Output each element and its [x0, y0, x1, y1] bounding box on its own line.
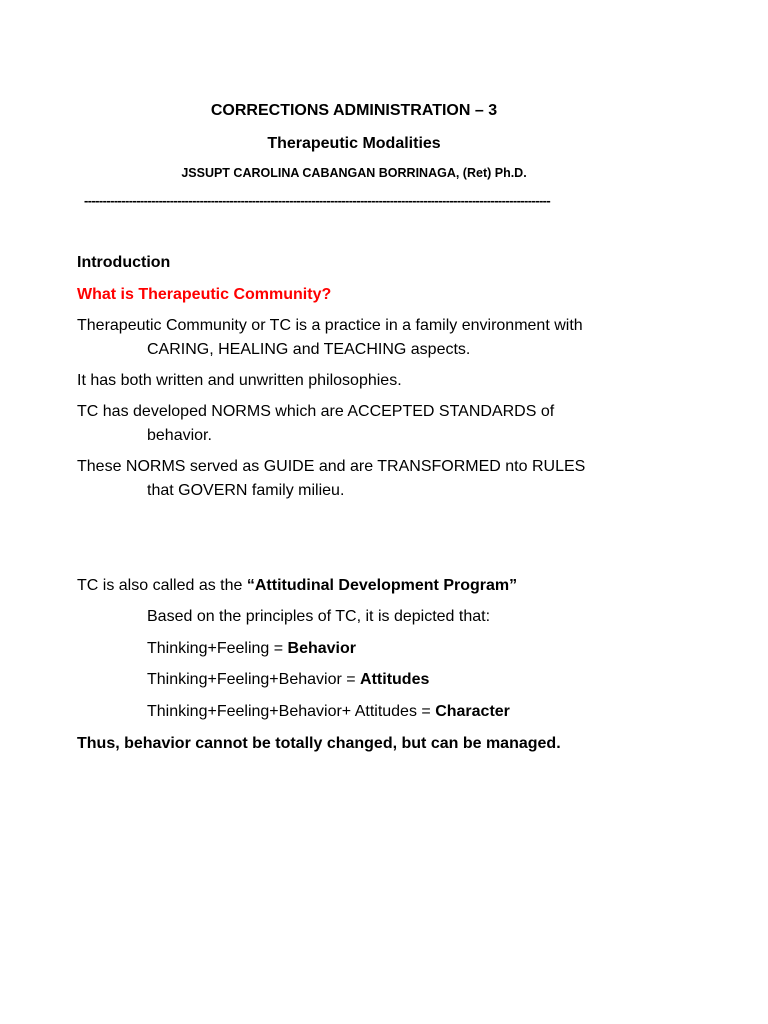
- program-name: “Attitudinal Development Program”: [246, 577, 518, 594]
- equation-attitudes: [147, 668, 429, 692]
- document-title: CORRECTIONS ADMINISTRATION – 3: [210, 102, 498, 119]
- equation-character: [147, 700, 510, 724]
- paragraph-2: It has both written and unwritten philosophies.: [77, 372, 402, 389]
- paragraph-4-line-1: These NORMS served as GUIDE and are TRANSFORMED nto RULES: [77, 458, 586, 475]
- question-heading: What is Therapeutic Community?: [77, 286, 332, 303]
- equation-character-left: Thinking+Feeling+Behavior+ Attitudes =: [147, 703, 436, 720]
- equation-behavior-result: Behavior: [287, 640, 356, 657]
- conclusion: Thus, behavior cannot be totally changed, but can be managed.: [77, 735, 561, 752]
- document-author: JSSUPT CAROLINA CABANGAN BORRINAGA, (Ret) Ph.D.: [181, 166, 527, 180]
- paragraph-3-line-1: TC has developed NORMS which are ACCEPTED STANDARDS of: [77, 403, 555, 420]
- paragraph-3-line-2: behavior.: [147, 427, 212, 444]
- paragraph-5-prefix: TC is also called as the: [77, 577, 247, 594]
- section-heading-introduction: Introduction: [77, 254, 171, 271]
- equation-behavior: [147, 637, 356, 661]
- dashed-divider: -----------------------------------------------------------------------------------------------------------------------------: [84, 193, 551, 208]
- paragraph-5: [77, 574, 517, 598]
- paragraph-4-line-2: that GOVERN family milieu.: [147, 482, 345, 499]
- equation-attitudes-left: Thinking+Feeling+Behavior =: [147, 671, 361, 688]
- paragraph-1-line-1: Therapeutic Community or TC is a practice in a family environment with: [77, 317, 583, 334]
- principles-intro: Based on the principles of TC, it is depicted that:: [147, 608, 491, 625]
- paragraph-1-line-2: CARING, HEALING and TEACHING aspects.: [147, 341, 471, 358]
- equation-behavior-left: Thinking+Feeling =: [147, 640, 288, 657]
- equation-character-result: Character: [435, 703, 510, 720]
- equation-attitudes-result: Attitudes: [360, 671, 430, 688]
- document-subtitle: Therapeutic Modalities: [267, 135, 441, 152]
